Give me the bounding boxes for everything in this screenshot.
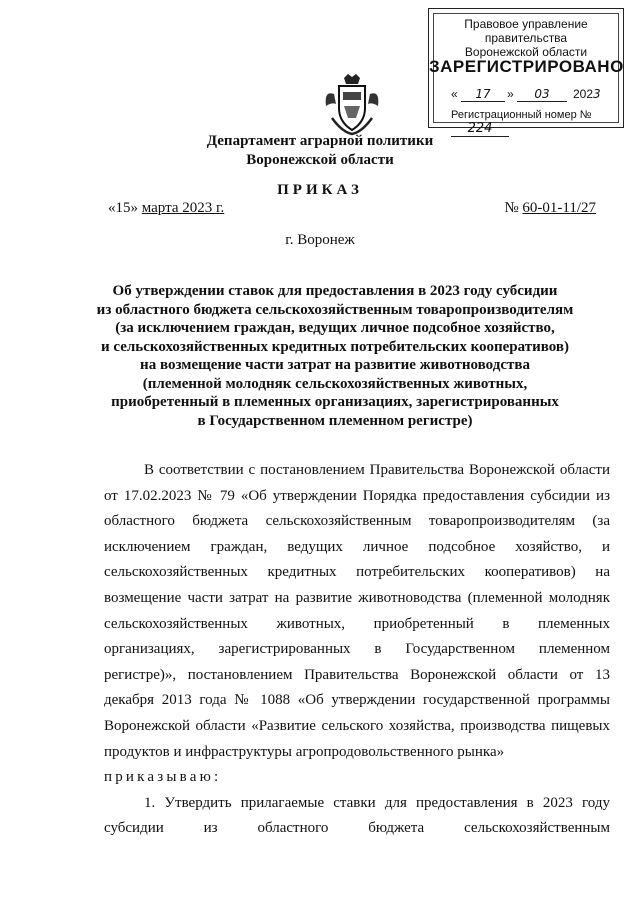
- stamp-status: ЗАРЕГИСТРИРОВАНО: [429, 57, 624, 76]
- body-line: декабря 2013 года № 1088 «Об утверждении государственной программы: [104, 692, 610, 709]
- title-line: (за исключением граждан, ведущих личное подсобное хозяйство,: [115, 320, 555, 336]
- title-line: из областного бюджета сельскохозяйственным товаропроизводителям: [96, 301, 574, 318]
- stamp-authority-line1: Правовое управление правительства: [464, 17, 588, 45]
- stamp-date-year-prefix: 202: [573, 87, 594, 101]
- body-line: регистре)», постановлением Правительства Воронежской области от 13: [104, 666, 610, 683]
- body-line: областного бюджета сельскохозяйственным товаропроизводителям (за: [104, 513, 610, 530]
- registration-stamp: Правовое управление правительства Воронежской области ЗАРЕГИСТРИРОВАНО « 17 » 03 202 3 Регистрационный номер № 224: [428, 8, 624, 128]
- order-date: [108, 200, 224, 217]
- title-line: (племенной молодняк сельскохозяйственных животных,: [142, 375, 528, 392]
- title-line: Об утверждении ставок для предоставления в 2023 году субсидии: [112, 283, 558, 299]
- document-type: ПРИКАЗ: [277, 182, 363, 198]
- order-date-day: «15»: [108, 200, 138, 216]
- order-date-rest: марта 2023 г.: [141, 200, 225, 216]
- body-line: субсидии из областного бюджета сельскохозяйственным: [104, 820, 610, 837]
- body-line: сельскохозяйственных животных, приобретенный в племенных: [104, 615, 610, 632]
- body-line: 1. Утвердить прилагаемые ставки для предоставления в 2023 году: [144, 794, 610, 811]
- body-line: исключением граждан, ведущих личное подсобное хозяйство, и: [104, 538, 610, 555]
- stamp-date-year-suffix: 3: [593, 87, 601, 101]
- stamp-authority-line2: Воронежской области: [464, 45, 588, 59]
- stamp-reg-number: 224: [451, 121, 509, 137]
- body-line: продуктов и инфраструктуры агропродовольственного рынка»: [104, 743, 505, 760]
- order-number-value: 60-01-11/27: [522, 200, 596, 216]
- title-line: и сельскохозяйственных кредитных потребительских кооперативов): [101, 338, 569, 355]
- order-decree-word: приказываю:: [104, 769, 222, 786]
- order-body: [104, 458, 610, 842]
- coat-of-arms-emblem: [322, 72, 382, 136]
- body-line: от 17.02.2023 № 79 «Об утверждении Порядка предоставления субсидии из: [104, 487, 610, 504]
- stamp-date-month: 03: [517, 87, 567, 102]
- title-line: в Государственном племенном регистре): [197, 412, 473, 429]
- title-line: приобретенный в племенных организациях, зарегистрированных: [111, 394, 559, 410]
- body-line: сельскохозяйственных кредитных потребительских кооперативов) на: [104, 564, 610, 581]
- department-line1: Департамент аграрной политики: [206, 133, 434, 149]
- body-line: возмещение части затрат на развитие животноводства (племенной молодняк: [104, 589, 610, 606]
- city: г. Воронеж: [285, 232, 355, 248]
- department-line2: Воронежской области: [246, 152, 394, 168]
- order-number-sign: №: [504, 200, 519, 216]
- stamp-date-day: 17: [461, 87, 505, 102]
- order-number: [504, 200, 596, 217]
- stamp-authority: [429, 17, 623, 59]
- body-line: организациях, зарегистрированных в Государственном племенном: [104, 641, 610, 658]
- body-line: Воронежской области «Развитие сельского хозяйства, производства пищевых: [104, 717, 610, 734]
- order-title: [60, 282, 610, 430]
- title-line: на возмещение части затрат на развитие животноводства: [140, 357, 530, 373]
- department-name: [0, 132, 640, 170]
- stamp-reg-label: Регистрационный номер №: [451, 109, 592, 121]
- body-line: В соответствии с постановлением Правительства Воронежской области: [144, 462, 610, 478]
